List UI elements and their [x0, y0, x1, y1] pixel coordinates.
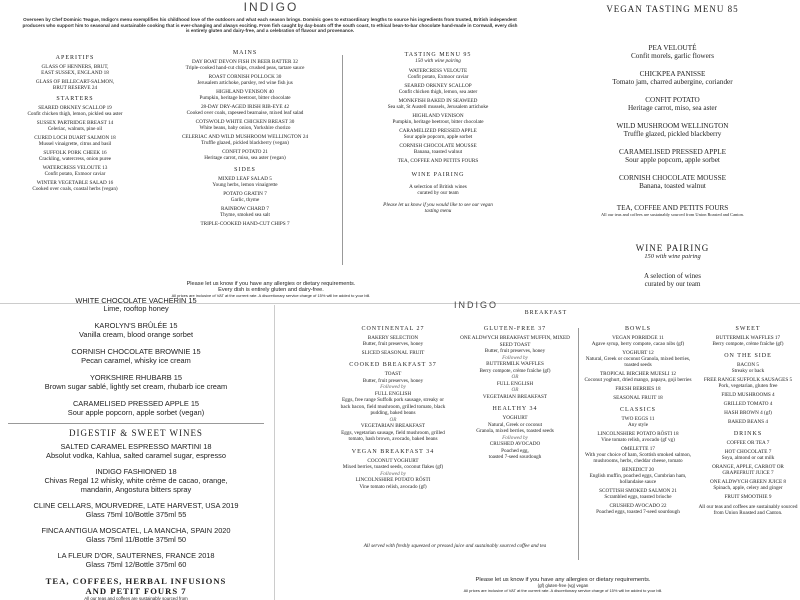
served-note: All served with freshly squeezed or pressed juice and sustainably sourced coffee and tea: [363, 543, 547, 549]
cooked-title: COOKED BREAKFAST 37: [349, 362, 437, 368]
vegan-menu: [545, 0, 800, 305]
menu-item: ORANGE, APPLE, CARROT OR GRAPEFRUIT JUICE 7: [712, 464, 784, 476]
menu-item: CORNISH CHOCOLATE MOUSSE Banana, toasted walnut: [399, 143, 477, 155]
tea-title: TEA, COFFEES, HERBAL INFUSIONS: [45, 576, 227, 586]
menu-item: SUFFOLK PORK CHEEK 16 Crackling, watercress, onion puree: [38, 150, 112, 162]
menu-item: ONE ALDWYCH GREEN JUICE 8 Spinach, apple, celery and ginger: [709, 479, 787, 491]
menu-item: HIGHLAND VENISON 40 Pumpkin, heritage beetroot, bitter chocolate: [199, 89, 291, 101]
col-sweet: [696, 326, 800, 516]
menu-item: HOT CHOCOLATE 7 Soya, almond or oat milk: [721, 449, 775, 461]
sweet-title: SWEET: [735, 326, 761, 332]
vegan-wine-title: WINE PAIRING: [635, 243, 710, 253]
divider: [8, 423, 264, 424]
menu-item: SEARED ORKNEY SCALLOP 19 Confit chicken thigh, lemon, pickled sea aster: [27, 105, 123, 117]
menu-item: FINCA ANTIGUA MOSCATEL, LA MANCHA, SPAIN 2020 Glass 75ml 11/Bottle 375ml 50: [41, 526, 231, 544]
column-divider: [578, 328, 579, 560]
wine-pairing-desc: curated by our team: [417, 190, 459, 196]
menu-item: GLASS OF BILLECART-SALMON, BRUT RESERVE 24: [35, 79, 115, 91]
healthy-lines: YOGHURT Natural, Greek or coconut Granola, mixed berries, toasted seeds Followed by CRUSHED AVOCADO Poached egg, toasted 7-seed sourdough: [476, 415, 554, 460]
menu-item: ROAST CORNISH POLLOCK 30 Jerusalem artichoke, parsley, red wine fish jus: [197, 74, 293, 86]
menu-item: GLASS OF HENNERS, BRUT, EAST SUSSEX, ENGLAND 18: [41, 64, 109, 76]
dessert-top-cut: WHITE CHOCOLATE VACHERIN 15: [75, 296, 197, 305]
main-menu-brand: INDIGO: [243, 0, 299, 14]
menu-item: Lime, rooftop honey: [103, 304, 169, 313]
menu-item: SUSSEX PARTRIDGE BREAST 14 Celeriac, walnuts, pine oil: [36, 120, 114, 132]
footer-line: Please let us know if you have any allergies or dietary requirements.: [186, 281, 356, 287]
mains-title: MAINS: [232, 50, 258, 56]
wine-pairing-desc: A selection of British wines: [409, 184, 467, 190]
menu-item: CRUSHED AVOCADO 22 Poached eggs, toasted 7-seed sourdough: [596, 503, 680, 515]
drinks-title: DRINKS: [733, 431, 763, 437]
menu-item: CELERIAC AND WILD MUSHROOM WELLINGTON 24 Truffle glazed, pickled blackberry (vegan): [181, 134, 309, 146]
menu-item: MONKFISH BAKED IN SEAWEED Sea salt, St Austell mussels, Jerusalem artichoke: [387, 98, 489, 110]
menu-item: CONFIT POTATO 21 Heritage carrot, miso, sea aster (vegan): [204, 149, 286, 161]
breakfast-title: BREAKFAST: [524, 310, 568, 316]
footer-line: All prices are inclusive of VAT at the current rate. A discretionary service charge of 15% will be added to your bill.: [171, 293, 371, 298]
footer-line: (gf) gluten-free (vg) vegan: [537, 583, 589, 588]
menu-item: WATERCRESS VELOUTE Confit potato, Exmoor caviar: [407, 68, 469, 80]
bowls-title: BOWLS: [625, 326, 651, 332]
main-menu-intro: Overseen by Chef Dominic Teague, Indigo's menu exemplifies his childhood love of the outdoors and what each season brings. Dominic goes to extraordinary lengths to source his ingredients from trusted, British independent producers who support him to seasonal and sustainable cooking that is ever-changing and always exciting. From fish caught by day-boats off the south coast, to ethical bean-to-bar chocolate hand-made in Cornwall, every dish is entirely gluten and dairy-free, and a celebration of flavour and provenance.: [22, 17, 518, 34]
menu-item: CURED LOCH DUART SALMON 18 Mussel vinaigrette, citrus and basil: [34, 135, 116, 147]
menu-item: GRILLED TOMATO 4: [723, 401, 773, 407]
menu-item: CLINE CELLARS, MOURVEDRE, LATE HARVEST, USA 2019 Glass 75ml 10/Bottle 375ml 55: [33, 501, 239, 519]
menu-item: BAKED BEANS 4: [727, 419, 769, 425]
menu-item: COTSWOLD WHITE CHICKEN BREAST 30 White beans, baby onion, Yorkshire chorizo: [195, 119, 295, 131]
menu-item: KAROLYN'S BRÛLÉE 15 Vanilla cream, blood orange sorbet: [78, 321, 194, 339]
menu-item: CARAMELISED PRESSED APPLE Sour apple popcorn, apple sorbet: [618, 148, 727, 164]
menu-item: FRESH BERRIES 18: [615, 386, 661, 392]
tasting-subtitle: 150 with wine pairing: [415, 58, 461, 64]
menu-item: SEARED ORKNEY SCALLOP Confit chicken thigh, lemon, sea aster: [398, 83, 478, 95]
menu-item: CARAMELISED PRESSED APPLE 15 Sour apple popcorn, apple sorbet (vegan): [67, 399, 205, 417]
sides-title: SIDES: [234, 167, 256, 173]
menu-item: SCOTTISH SMOKED SALMON 21 Scrambled eggs, toasted brioche: [599, 488, 677, 500]
menu-item: WILD MUSHROOM WELLINGTON Truffle glazed, pickled blackberry: [616, 122, 729, 138]
menu-item: PEA VELOUTÉ Confit morels, garlic flowers: [630, 44, 715, 60]
col-continental: [338, 326, 448, 490]
vegan-menu-title: VEGAN TASTING MENU 85: [606, 4, 739, 14]
footer-line: Please let us know if you have any allergies or dietary requirements.: [475, 577, 651, 583]
menu-item: TWO EGGS 11 Any style: [621, 416, 655, 428]
menu-item: HASH BROWN 4 (gf): [724, 410, 772, 416]
menu-item: CONFIT POTATO Heritage carrot, miso, sea aster: [627, 96, 717, 112]
wine-pairing-title: WINE PAIRING: [411, 172, 465, 178]
tea-title: AND PETIT FOURS 7: [85, 586, 187, 596]
classics-title: CLASSICS: [619, 407, 656, 413]
wine-pairing-note: Please let us know if you would like to see our vegan tasting menu: [383, 202, 493, 214]
col-gluten-free: [456, 326, 574, 461]
menu-item: BACON 5 Streaky or back: [731, 362, 765, 374]
menu-item: YORKSHIRE RHUBARB 15 Brown sugar sablé, lightly set cream, rhubarb ice cream: [44, 373, 228, 391]
menu-item: CARAMELIZED PRESSED APPLE Sour apple popcorn, apple sorbet: [399, 128, 477, 140]
menu-item: WINTER VEGETABLE SALAD 16 Cooked over coals, coastal herbs (vegan): [32, 180, 118, 192]
aperitifs-title: APERITIFS: [55, 55, 95, 61]
menu-item: BUTTERMILK WAFFLES 17 Berry compote, crème fraîche (gf): [712, 335, 784, 347]
menu-item: COFFEE OR TEA 7: [726, 440, 770, 446]
footer-line: All prices are inclusive of VAT at the current rate. A discretionary service charge of 15% will be added to your bill.: [463, 588, 663, 593]
menu-item: MIXED LEAF SALAD 5 Young herbs, lemon vinaigrette: [212, 176, 278, 188]
menu-item: CHICKPEA PANISSE Tomato jam, charred aubergine, coriander: [612, 70, 733, 86]
drinks-note: All our teas and coffees are sustainably sourced from Union Roasted and Canton.: [698, 504, 798, 516]
cooked-lines: TOAST Butter, fruit preserves, honey Followed by FULL ENGLISH Eggs, free range Suffolk pork sausage, streaky or back bacon, field mushroom, grilled tomato, black pudding, baked beans OR VEGETARIAN BREAKFAST Eggs, vegetarian sausage, field mushroom, grilled tomato, hash brown, avocado, baked beans: [340, 371, 446, 442]
menu-item: LINCOLNSHIRE POTATO RÖSTI 18 Vine tomato relish, avocado (gf vg): [597, 431, 679, 443]
vegan-breakfast-title: VEGAN BREAKFAST 34: [351, 448, 435, 455]
menu-item: CORNISH CHOCOLATE BROWNIE 15 Pecan caramel, whisky ice cream: [71, 347, 201, 365]
menu-item: VEGAN PORRIDGE 11 Agave syrup, berry compote, cacao nibs (gf): [591, 335, 685, 347]
menu-item: FREE RANGE SUFFOLK SAUSAGES 5 Pork, vegetarian, gluten free: [703, 377, 793, 389]
menu-item: TRIPLE-COOKED HAND-CUT CHIPS 7: [200, 221, 290, 227]
menu-item: BENEDICT 20 English muffin, poached eggs, Cumbrian ham, hollandaise sauce: [589, 467, 687, 485]
col-bowls: [582, 326, 694, 518]
starters-title: STARTERS: [56, 96, 94, 102]
menu-item: BAKERY SELECTION Butter, fruit preserves, honey: [362, 335, 424, 347]
side-title: ON THE SIDE: [724, 353, 772, 359]
col-mains-sides: [155, 50, 335, 230]
vegan-tea-note: All our teas and coffees are sustainably sourced from Union Roasted and Canton.: [601, 212, 744, 217]
tasting-title: TASTING MENU 95: [404, 52, 472, 58]
vegan-tea: TEA, COFFEE AND PETITS FOURS: [616, 204, 729, 212]
menu-item: FIELD MUSHROOMS 4: [721, 392, 775, 398]
footer-line: Every dish is entirely gluten and dairy-free.: [218, 287, 324, 293]
menu-item: YOGHURT 12 Natural, Greek or coconut Granola, mixed berries, toasted seeds: [585, 350, 691, 368]
menu-item: OMELETTE 17 With your choice of ham, Scottish smoked salmon, mushrooms, herbs, cheddar cheese, tomato: [585, 446, 691, 464]
continental-title: CONTINENTAL 27: [361, 326, 425, 332]
menu-item: TROPICAL BIRCHER MUESLI 12 Coconut yoghurt, dried mango, papaya, goji berries: [584, 371, 692, 383]
breakfast-brand: INDIGO: [453, 300, 498, 310]
menu-item: WATERCRESS VELOUTE 13 Confit potato, Exmoor caviar: [42, 165, 108, 177]
main-menu: [0, 0, 542, 305]
menu-item: HIGHLAND VENISON Pumpkin, heritage beetroot, bitter chocolate: [392, 113, 484, 125]
menu-item: 28-DAY DRY-AGED IRISH RIB-EYE 42 Cooked over coals, rapeseed bearnaise, mixed leaf salad: [186, 104, 304, 116]
gluten-free-lines: ONE ALDWYCH BREAKFAST MUFFIN, MIXED SEED TOAST Butter, fruit preserves, honey Followed by BUTTERMILK WAFFLES Berry compote, crème fraîche (gf) OR FULL ENGLISH OR VEGETARIAN BREAKFAST: [460, 335, 570, 400]
menu-item: CORNISH CHOCOLATE MOUSSE Banana, toasted walnut: [618, 174, 727, 190]
vegan-wine-desc: A selection of wines: [644, 272, 701, 280]
menu-item: FRUIT SMOOTHIE 9: [724, 494, 772, 500]
menu-item: SALTED CARAMEL ESPRESSO MARTINI 18 Absolut vodka, Kahlua, salted caramel sugar, espresso: [46, 442, 226, 460]
column-divider: [342, 55, 343, 265]
col-tasting: [348, 52, 528, 214]
col-aperitifs-starters: [0, 55, 150, 195]
healthy-title: HEALTHY 34: [492, 406, 538, 412]
menu-item: RAINBOW CHARD 7 Thyme, smoked sea salt: [220, 206, 270, 218]
menu-item: SLICED SEASONAL FRUIT: [361, 350, 425, 356]
menu-item: DAY BOAT DEVON FISH IN BEER BATTER 32 Triple-cooked hand-cut chips, crushed peas, tartare sauce: [185, 59, 305, 71]
menu-item: POTATO GRATIN 7 Garlic, thyme: [223, 191, 267, 203]
dessert-menu: [0, 296, 272, 600]
gluten-free-title: GLUTEN-FREE 37: [483, 326, 547, 332]
vegan-breakfast-lines: COCONUT YOGHURT Mixed berries, toasted seeds, coconut flakes (gf) Followed by LINCOLNSHIRE POTATO RÖSTI Vine tomato relish, avocado (gf): [342, 457, 444, 490]
menu-item: SEASONAL FRUIT 18: [613, 395, 663, 401]
breakfast-footer: [338, 577, 788, 593]
breakfast-menu: [276, 300, 800, 600]
vegan-wine-sub: 150 with wine pairing: [644, 253, 701, 260]
menu-item: TEA, COFFEE AND PETITS FOURS: [397, 158, 479, 164]
tea-note: All our teas and coffees are sustainably sourced from: [84, 596, 188, 600]
menu-item: INDIGO FASHIONED 18 Chivas Regal 12 whisky, white crème de cacao, orange, mandarin, Angostura bitters spray: [44, 467, 228, 494]
digestif-title: DIGESTIF & SWEET WINES: [69, 428, 203, 438]
page-divider: [274, 305, 275, 600]
menu-item: LA FLEUR D'OR, SAUTERNES, FRANCE 2018 Glass 75ml 12/Bottle 375ml 60: [57, 551, 215, 569]
vegan-wine-desc: curated by our team: [644, 280, 701, 288]
